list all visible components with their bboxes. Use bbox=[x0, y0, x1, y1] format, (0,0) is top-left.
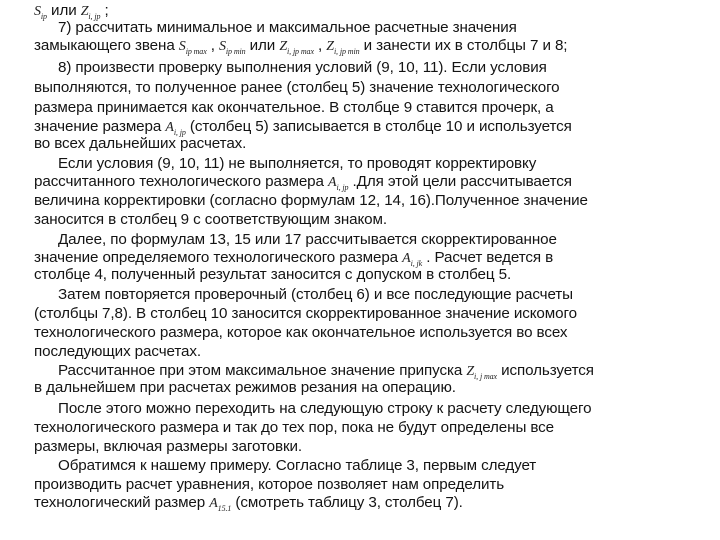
text-line: выполняются, то полученное ранее (столбец 5) значение технологического bbox=[34, 79, 560, 96]
text-line: значение размера $A_{i, jp}$ (столбец 5) записывается в столбце 10 и используется bbox=[34, 118, 572, 137]
text-line: Далее, по формулам 13, 15 или 17 рассчитывается скорректированное bbox=[58, 231, 557, 248]
text-line: Затем повторяется проверочный (столбец 6) и все последующие расчеты bbox=[58, 286, 573, 303]
text-line: технологический размер $A_{15.1}$ (смотреть таблицу 3, столбец 7). bbox=[34, 494, 463, 513]
text-line: технологического размера, которое как окончательное используется во всех bbox=[34, 324, 568, 341]
formula: $A_{15.1}$ bbox=[209, 496, 232, 513]
text-line: последующих расчетах. bbox=[34, 343, 201, 360]
text-line: Рассчитанное при этом максимальное значение припуска $Z_{i, j max}$ используется bbox=[58, 362, 594, 381]
formula: $Z_{i, j max}$ bbox=[466, 364, 498, 381]
formula: $Z_{i, jp}$ bbox=[80, 4, 101, 21]
formula: $S_{ip max}$ bbox=[178, 39, 207, 56]
text-line: в дальнейшем при расчетах режимов резания на операцию. bbox=[34, 379, 456, 396]
text-line: рассчитанного технологического размера $A_{i, jp}$ .Для этой цели рассчитывается bbox=[34, 173, 572, 192]
text-line: производить расчет уравнения, которое позволяет нам определить bbox=[34, 476, 505, 493]
text-line: После этого можно переходить на следующую строку к расчету следующего bbox=[58, 400, 592, 417]
text-line: 7) рассчитать минимальное и максимальное расчетные значения bbox=[58, 19, 517, 36]
text-line: Обратимся к нашему примеру. Согласно таблице 3, первым следует bbox=[58, 457, 537, 474]
text-line: столбце 4, полученный результат заносится с допуском в столбец 5. bbox=[34, 266, 512, 283]
text-line: значение определяемого технологического размера $A_{i, jk}$ . Расчет ведется в bbox=[34, 249, 554, 268]
text-line: технологического размера и так до тех пор, пока не будут определены все bbox=[34, 419, 555, 436]
text-line: 8) произвести проверку выполнения условий (9, 10, 11). Если условия bbox=[58, 59, 547, 76]
formula: $S_{ip}$ bbox=[34, 4, 47, 21]
formula: $A_{i, jp}$ bbox=[328, 175, 349, 192]
formula: $Z_{i, jp min}$ bbox=[326, 39, 360, 56]
text-line: размеры, включая размеры заготовки. bbox=[34, 438, 303, 455]
text-line: величина корректировки (согласно формулам 12, 14, 16).Полученное значение bbox=[34, 192, 588, 209]
text-line: заносится в столбец 9 с соответствующим знаком. bbox=[34, 211, 387, 228]
formula: $A_{i, jk}$ bbox=[402, 251, 423, 268]
formula: $Z_{i, jp max}$ bbox=[279, 39, 314, 56]
text-line: Если условия (9, 10, 11) не выполняется, то проводят корректировку bbox=[58, 155, 537, 172]
text-line: $S_{ip}$ или $Z_{i, jp}$ ; bbox=[34, 2, 109, 21]
text-line: замыкающего звена $S_{ip max}$ , $S_{ip min}$ или $Z_{i, jp max}$ , $Z_{i, jp min}$ и занести их в столбцы 7 и 8; bbox=[34, 37, 568, 56]
text-line: во всех дальнейших расчетах. bbox=[34, 135, 247, 152]
text-line: (столбцы 7,8). В столбец 10 заносится скорректированное значение искомого bbox=[34, 305, 577, 322]
text-line: размера принимается как окончательное. В столбце 9 ставится прочерк, а bbox=[34, 99, 554, 116]
formula: $S_{ip min}$ bbox=[219, 39, 246, 56]
formula: $A_{i, jp}$ bbox=[165, 120, 186, 137]
